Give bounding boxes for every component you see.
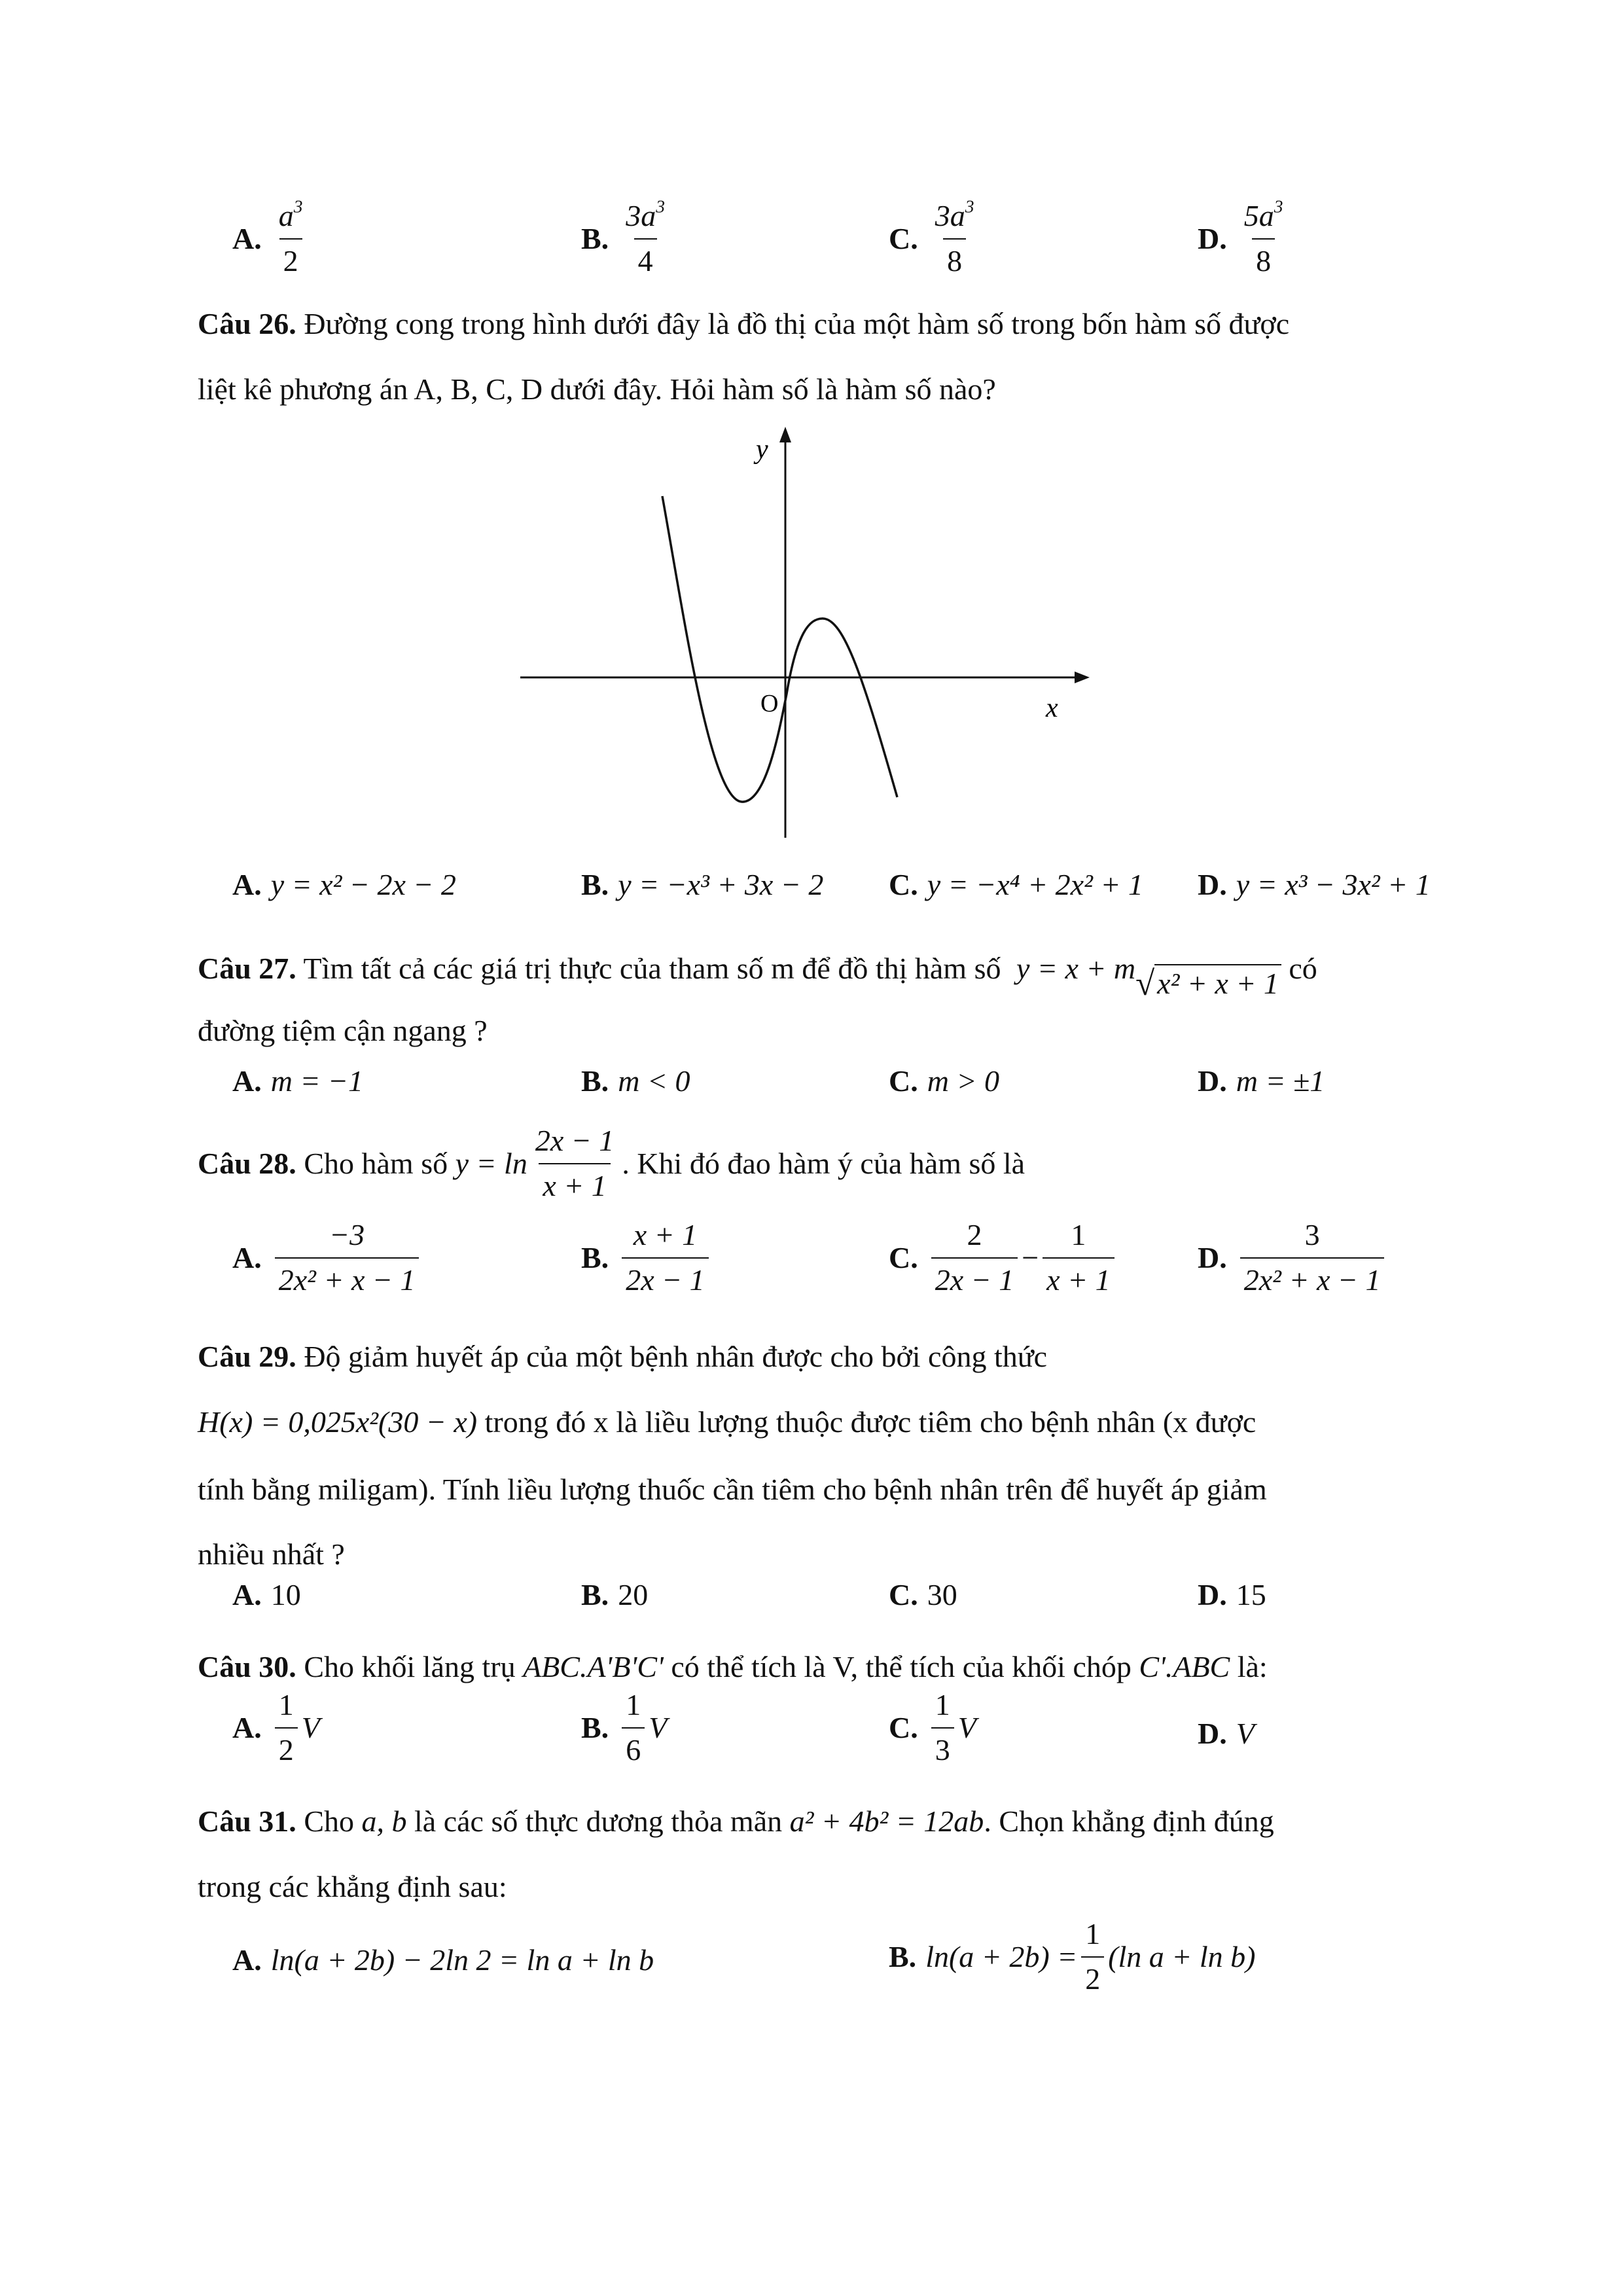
q27-option-d[interactable]: D. m = ±1 bbox=[1198, 1064, 1325, 1098]
x-axis-arrow-icon bbox=[1075, 672, 1090, 683]
x-axis-label: x bbox=[1046, 693, 1058, 723]
fraction: $\frac{1}{3}$ bbox=[931, 1689, 954, 1767]
variables: a, b bbox=[361, 1804, 407, 1838]
fraction: $\frac{3}{\text{2x² + x − 1}}$ bbox=[1240, 1219, 1385, 1297]
option-label: C. bbox=[889, 868, 918, 901]
q25-option-b[interactable] bbox=[581, 196, 673, 278]
fraction: $\frac{3a^3}{8}$ bbox=[935, 196, 974, 278]
fraction: $\frac{1}{6}$ bbox=[622, 1689, 645, 1767]
q28-formula: y = ln $\frac{2x - 1}{x + 1}$ bbox=[455, 1124, 622, 1202]
option-label: A. bbox=[232, 1711, 262, 1745]
option-label: B. bbox=[581, 868, 609, 901]
option-label: D. bbox=[1198, 868, 1227, 901]
q29-option-d[interactable]: D. 15 bbox=[1198, 1578, 1266, 1611]
y-axis-label: y bbox=[756, 435, 768, 465]
option-label: D. bbox=[1198, 1241, 1227, 1275]
q25-option-c[interactable] bbox=[889, 196, 982, 278]
fraction: $\frac{-3}{\text{2x² + x − 1}}$ bbox=[275, 1219, 419, 1297]
option-label: D. bbox=[1198, 1064, 1227, 1098]
q29-stem-line1: Câu 29. Độ giảm huyết áp của một bệnh nhân được cho bởi công thức bbox=[198, 1340, 1048, 1373]
q31-option-a[interactable]: A. ln(a + 2b) − 2ln 2 = ln a + ln b bbox=[232, 1943, 654, 1977]
option-label: A. bbox=[232, 1578, 262, 1611]
q28-option-a[interactable] bbox=[232, 1219, 423, 1297]
q27-option-b[interactable]: B. m < 0 bbox=[581, 1064, 690, 1098]
question-label: Câu 30. bbox=[198, 1650, 296, 1683]
option-label: A. bbox=[232, 868, 262, 901]
q29-stem-line3: tính bằng miligam). Tính liều lượng thuốc cần tiêm cho bệnh nhân trên để huyết áp giảm bbox=[198, 1473, 1267, 1506]
q26-option-b[interactable]: B. y = −x³ + 3x − 2 bbox=[581, 868, 824, 901]
q30-option-c[interactable]: C. $\frac{1}{3}$ V bbox=[889, 1688, 976, 1767]
option-label: A. bbox=[232, 222, 262, 256]
option-label: C. bbox=[889, 1064, 918, 1098]
q29-stem-line2: H(x) = 0,025x²(30 − x) trong đó x là liều lượng thuộc được tiêm cho bệnh nhân (x được bbox=[198, 1405, 1257, 1439]
q28-option-c[interactable]: C. $\frac{2}{2x - 1}$ − $\frac{1}{x + 1}$ bbox=[889, 1219, 1118, 1297]
q27-stem-line1: Câu 27. Tìm tất cả các giá trị thực của tham số m để đồ thị hàm số y = x + m √ x² + x + 1 có bbox=[198, 936, 1317, 1001]
option-label: B. bbox=[581, 1064, 609, 1098]
q28-option-b[interactable] bbox=[581, 1219, 713, 1297]
fraction: $\frac{1}{2}$ bbox=[1081, 1918, 1104, 1996]
option-label: B. bbox=[581, 1711, 609, 1745]
prism-name: ABC.A'B'C' bbox=[523, 1650, 664, 1683]
option-label: B. bbox=[581, 222, 609, 256]
q30-option-d[interactable]: D. V bbox=[1198, 1717, 1255, 1750]
fraction: $\frac{a^3}{2}$ bbox=[278, 196, 303, 278]
q26-option-d[interactable]: D. y = x³ − 3x² + 1 bbox=[1198, 868, 1431, 901]
q25-option-d[interactable] bbox=[1198, 196, 1291, 278]
option-label: A. bbox=[232, 1241, 262, 1275]
option-label: C. bbox=[889, 1241, 918, 1275]
option-label: B. bbox=[581, 1241, 609, 1275]
fraction: $\frac{5a^3}{8}$ bbox=[1243, 196, 1283, 278]
option-label: A. bbox=[232, 1943, 262, 1977]
question-label: Câu 29. bbox=[198, 1340, 296, 1373]
option-label: B. bbox=[581, 1578, 609, 1611]
q28-option-d[interactable] bbox=[1198, 1219, 1388, 1297]
q30-option-a[interactable]: A. $\frac{1}{2}$ V bbox=[232, 1688, 320, 1767]
q30-option-b[interactable]: B. $\frac{1}{6}$ V bbox=[581, 1688, 668, 1767]
function-curve bbox=[662, 496, 897, 802]
q26-stem-line2: liệt kê phương án A, B, C, D dưới đây. Hỏi hàm số là hàm số nào? bbox=[198, 372, 996, 406]
q29-option-b[interactable]: B. 20 bbox=[581, 1578, 649, 1611]
origin-label: O bbox=[760, 690, 779, 717]
q30-stem: Câu 30. Cho khối lăng trụ ABC.A'B'C' có thể tích là V, thể tích của khối chóp C'.ABC là: bbox=[198, 1650, 1268, 1683]
q27-option-c[interactable]: C. m > 0 bbox=[889, 1064, 999, 1098]
q31-option-b[interactable]: B. ln(a + 2b) = $\frac{1}{2}$ (ln a + ln b) bbox=[889, 1917, 1256, 1996]
q26-option-a[interactable]: A. y = x² − 2x − 2 bbox=[232, 868, 456, 901]
question-label: Câu 28. bbox=[198, 1147, 296, 1181]
fraction: $\frac{2x - 1}{x + 1}$ bbox=[535, 1124, 615, 1202]
q31-stem-line2: trong các khẳng định sau: bbox=[198, 1870, 507, 1903]
q31-stem-line1: Câu 31. Cho a, b là các số thực dương thỏa mãn a² + 4b² = 12ab. Chọn khẳng định đúng bbox=[198, 1804, 1274, 1838]
pyramid-name: C'.ABC bbox=[1139, 1650, 1230, 1683]
question-label: Câu 31. bbox=[198, 1804, 296, 1838]
q27-option-a[interactable]: A. m = −1 bbox=[232, 1064, 364, 1098]
fraction: $\frac{3a^3}{4}$ bbox=[626, 196, 665, 278]
q27-stem-line2: đường tiệm cận ngang ? bbox=[198, 1014, 488, 1047]
question-label: Câu 26. bbox=[198, 307, 296, 340]
option-label: D. bbox=[1198, 222, 1227, 256]
option-label: A. bbox=[232, 1064, 262, 1098]
q29-option-a[interactable]: A. 10 bbox=[232, 1578, 301, 1611]
option-label: D. bbox=[1198, 1717, 1227, 1750]
q26-graph bbox=[517, 419, 1106, 851]
fraction: $\frac{2}{2x - 1}$ bbox=[931, 1219, 1018, 1297]
option-label: C. bbox=[889, 1711, 918, 1745]
fraction: $\frac{1}{2}$ bbox=[275, 1689, 298, 1767]
fraction: $\frac{1}{x + 1}$ bbox=[1043, 1219, 1114, 1297]
fraction: $\frac{x + 1}{2x - 1}$ bbox=[622, 1219, 708, 1297]
option-label: C. bbox=[889, 222, 918, 256]
y-axis-arrow-icon bbox=[779, 427, 791, 442]
q29-stem-line4: nhiều nhất ? bbox=[198, 1537, 345, 1571]
q25-option-a[interactable] bbox=[232, 196, 311, 278]
question-label: Câu 27. bbox=[198, 952, 296, 985]
condition-formula: a² + 4b² = 12ab bbox=[789, 1804, 984, 1838]
option-label: D. bbox=[1198, 1578, 1227, 1611]
option-label: C. bbox=[889, 1578, 918, 1611]
option-label: B. bbox=[889, 1940, 917, 1974]
square-root: √ x² + x + 1 bbox=[1135, 964, 1281, 1001]
q27-formula: y = x + m √ x² + x + 1 bbox=[1016, 936, 1281, 1001]
q29-formula: H(x) = 0,025x²(30 − x) bbox=[198, 1405, 478, 1439]
q29-option-c[interactable]: C. 30 bbox=[889, 1578, 957, 1611]
q26-stem-line1: Câu 26. Đường cong trong hình dưới đây là đồ thị của một hàm số trong bốn hàm số được bbox=[198, 307, 1290, 340]
q28-stem: Câu 28. Cho hàm số y = ln $\frac{2x - 1}{x + 1}$ . Khi đó đao hàm ý của hàm số là bbox=[198, 1124, 1026, 1202]
q26-option-c[interactable]: C. y = −x⁴ + 2x² + 1 bbox=[889, 868, 1143, 901]
